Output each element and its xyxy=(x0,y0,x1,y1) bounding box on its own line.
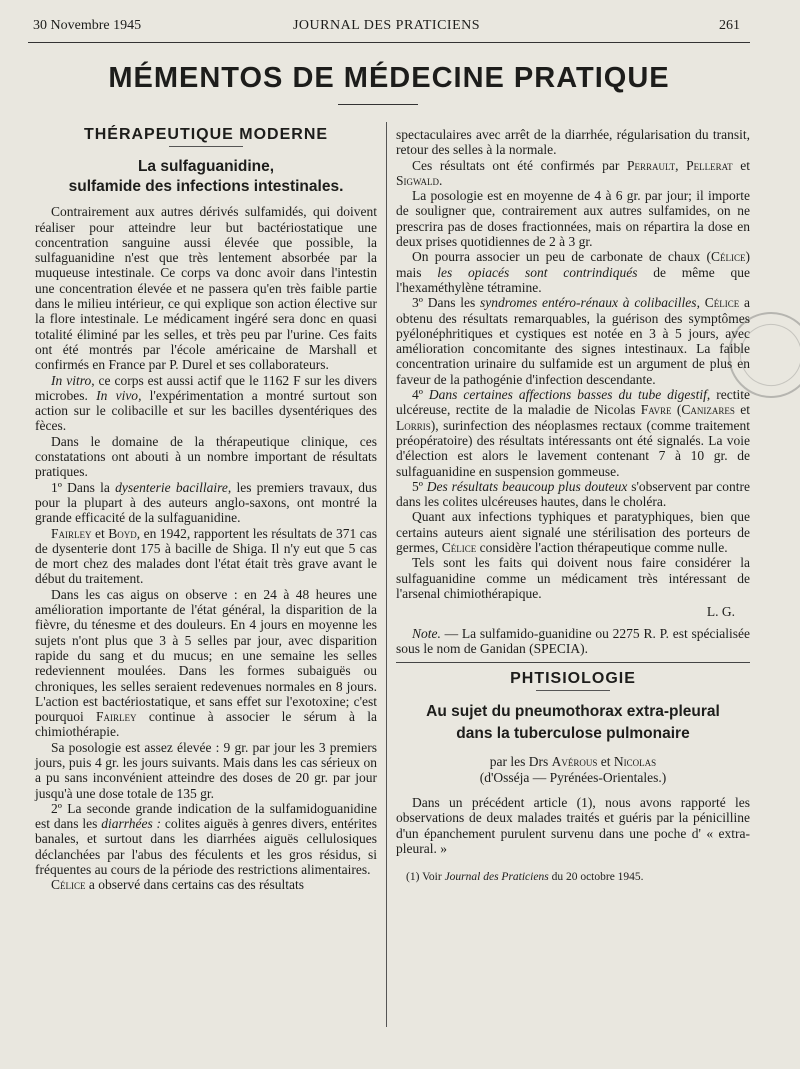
author-name: Lorris xyxy=(396,417,431,433)
paragraph-text: continue à associer le sérum à la chimiothérapie. xyxy=(35,709,377,740)
paragraph-text: s'observent par contre dans les colites ulcéreuses hautes, dans le choléra. xyxy=(396,478,751,510)
paragraph-text: de même que l'hexaméthylène tétramine. xyxy=(396,264,750,295)
byline xyxy=(396,754,750,769)
italic-text: diarrhées : xyxy=(101,816,162,832)
section-rule xyxy=(536,690,610,691)
paragraph-text: , rectite ulcéreuse, rectite de la maladie de Nicolas xyxy=(396,387,750,418)
paragraph-text: a observé dans certains cas des résultats xyxy=(85,877,305,893)
paragraph-text: Quant aux infections typhiques et paratyphiques, bien que certains auteurs aient signalé une stérilisation des porteurs de germes, xyxy=(396,509,750,556)
author-name: Boyd xyxy=(108,525,137,541)
note-text: — La sulfamido-guanidine ou 2275 R. P. est spécialisée sous le nom de Ganidan (SPECIA). xyxy=(396,625,750,656)
byline-text: par les Drs xyxy=(489,754,552,770)
author-name: Sigwald xyxy=(396,172,439,188)
italic-text: syndromes entéro-rénaux à colibacilles xyxy=(480,295,697,311)
italic-text: In vitro xyxy=(51,372,92,388)
article-title-line-2: sulfamide des infections intestinales. xyxy=(68,178,344,196)
article-title-2-line-1: Au sujet du pneumothorax extra-pleural xyxy=(426,703,720,721)
header-page-number: 261 xyxy=(719,18,740,33)
paragraph xyxy=(35,373,377,434)
paragraph-text: considère l'action thérapeutique comme nulle. xyxy=(476,540,728,556)
paragraph xyxy=(396,387,750,479)
running-header xyxy=(33,18,740,40)
paragraph: Tels sont les faits qui doivent nous faire considérer la sulfaguanidine comme un médicament très intéressant de l'arsenal chimiothérapique. xyxy=(396,555,750,601)
paragraph xyxy=(35,877,377,892)
paragraph-text: 2º La seconde grande indication de la sulfamidoguanidine est dans les xyxy=(35,800,377,832)
footnote-text: (1) Voir xyxy=(406,871,445,884)
paragraph-text: 1º Dans la xyxy=(51,479,116,495)
paragraph-text: 3º Dans les xyxy=(412,295,481,311)
author-name: Célice xyxy=(51,877,86,893)
paragraph-text: . xyxy=(439,172,443,188)
paragraph-text: ), surinfection des néoplasmes rectaux (comme traitement préopératoire) des résultats intéressants ont été signalés. La voie d'élection est alors le lavement contenant 7 à 10 gr. de sulfaguanidine en suspension gommeuse. xyxy=(396,417,750,479)
spacer xyxy=(396,785,750,795)
page-title: MÉMENTOS DE MÉDECINE PRATIQUE xyxy=(108,62,670,94)
section-heading-phtisiologie: PHTISIOLOGIE xyxy=(510,670,636,688)
paragraph-text: Dans les cas aigus on observe : en 24 à 48 heures une amélioration importante de l'état général, la disparition de la fièvre, du ténesme et des douleurs. En 4 jours en moyenne les sujets n'ont plus que 3 à 5 selles par jour, avec disparition rapide du sang et du mucus; en une semaine les selles redeviennent moulées. Dans les formes subaiguës ou chroniques, les selles seraient redevenues normales en 8 jours. L'action est bactériostatique, et sans effet sur l'exotoxine; c'est pourquoi xyxy=(35,586,377,725)
paragraph xyxy=(396,509,750,555)
article-title-2 xyxy=(396,701,750,745)
paragraph: Contrairement aux autres dérivés sulfamidés, qui doivent réaliser pour atteindre leur but bactériostatique une concentration sanguine aussi élevée que possible, la sulfaguanidine n'est que très lentement absorbée par la muqueuse intestinale. Ce corps va donc avoir dans l'intestin une concentration élevée et ne passera qu'en très faible partie dans le milieu intérieur, ce qui explique son action élective sur la flore intestinale. Le médicament ingéré sera donc en quasi totalité éliminé par les selles, et très peu par l'urine. Ces faits ont été montrés par l'école américaine de Marshall et confirmés en France par P. Durel et ses collaborateurs. xyxy=(35,204,377,373)
paragraph xyxy=(35,801,377,877)
header-rule xyxy=(28,42,750,43)
byline-text: et xyxy=(597,754,614,770)
paragraph-text: 4º xyxy=(412,387,429,403)
author-name: Avérous xyxy=(551,754,598,770)
paragraph xyxy=(35,480,377,526)
article-separator xyxy=(396,662,750,663)
paragraph: Sa posologie est assez élevée : 9 gr. par jour les 3 premiers jours, puis 4 gr. les jours suivants. Mais dans les cas sérieux on a pu sans inconvénient atteindre des doses de 20 gr. par jour jusqu'à une dose totale de 135 gr. xyxy=(35,739,377,801)
italic-text: Des résultats beaucoup plus douteux xyxy=(426,478,628,494)
byline-location: (d'Osséja — Pyrénées-Orientales.) xyxy=(479,769,667,785)
header-date: 30 Novembre 1945 xyxy=(33,18,142,33)
author-name: Fairley xyxy=(96,709,137,725)
title-rule xyxy=(338,104,418,105)
article-title-line-1: La sulfaguanidine, xyxy=(137,158,275,176)
header-journal-name: JOURNAL DES PRATICIENS xyxy=(292,18,481,33)
paragraph xyxy=(396,158,750,189)
paragraph: Dans un précédent article (1), nous avons rapporté les observations de deux malades traités et guéris par la pénicilline d'un épanchement purulent survenu dans une poche d' « extra-pleural. » xyxy=(396,794,750,856)
italic-text: In vivo xyxy=(96,387,139,403)
author-name: Fairley xyxy=(51,525,92,541)
column-divider xyxy=(386,122,387,1027)
author-name: Favre xyxy=(640,402,672,418)
author-name: Nicolas xyxy=(613,754,657,770)
paragraph-text: colites aiguës à genres divers, entérites banales, et surtout dans les diarrhées aiguës cellulosiques déclanchées par l'abus des féculents et les gros résidus, si fréquentes au cours de la période des restrictions alimentaires. xyxy=(35,816,377,878)
paragraph-text: On pourra associer un peu de carbonate de chaux ( xyxy=(412,249,711,265)
paragraph-text: , les premiers travaux, dus pour la plupart à des auteurs anglo-saxons, ont montré la grande efficacité de la sulfaguanidine. xyxy=(35,479,377,526)
paragraph-text: ) mais xyxy=(396,249,750,280)
paragraph xyxy=(396,479,750,510)
paragraph: Dans le domaine de la thérapeutique clinique, ces constatations ont abouti à un nombre important de résultats pratiques. xyxy=(35,433,377,480)
author-name: Célice xyxy=(711,249,746,265)
footnote xyxy=(396,870,750,885)
author-name: Célice xyxy=(441,540,477,556)
note-label: Note. xyxy=(412,625,441,641)
author-name: Canizares xyxy=(681,402,735,418)
signature: L. G. xyxy=(706,604,735,620)
library-stamp-inner-ring xyxy=(729,313,800,398)
section-heading-therapeutique: THÉRAPEUTIQUE MODERNE xyxy=(83,126,329,143)
paragraph-text: , l'expérimentation a montré surtout son action sur le colibacille et sur les bacilles dysentériques des fèces. xyxy=(35,387,377,434)
paragraph xyxy=(35,587,377,740)
italic-text: dysenterie bacillaire xyxy=(115,479,228,495)
paragraph xyxy=(396,295,750,387)
paragraph: spectaculaires avec arrêt de la diarrhée, régularisation du transit, retour des selles à la normale. xyxy=(396,127,750,158)
paragraph xyxy=(396,249,750,295)
author-name: Pellerat xyxy=(686,157,733,173)
italic-text: Dans certaines affections basses du tube digestif xyxy=(428,387,707,403)
paragraph-text: , ce corps est aussi actif que le 1162 F sur les divers microbes. xyxy=(35,372,377,403)
left-column xyxy=(35,127,377,893)
article-title xyxy=(35,157,377,197)
right-column xyxy=(396,127,750,885)
paragraph-text: , en 1942, rapportent les résultats de 371 cas de dysenterie dont 175 à bacille de Shiga. Il n'y eut que 5 cas de mort chez des malades dont l'état était très grave avant le début du traitement. xyxy=(35,525,377,587)
paragraph-text: , xyxy=(675,157,687,173)
paragraph-text: Ces résultats ont été confirmés par xyxy=(412,157,627,173)
author-name: Perrault xyxy=(626,157,676,173)
paragraph-text: et xyxy=(734,402,750,418)
paragraph xyxy=(35,526,377,587)
paragraph: La posologie est en moyenne de 4 à 6 gr. par jour; il importe de souligner que, contrairement aux autres sulfamides, on ne prescrira pas de doses fractionnées, mais on répartira la dose en deux prises quotidiennes de 2 à 3 gr. xyxy=(396,188,750,250)
paragraph-text: a obtenu des résultats remarquables, la guérison des symptômes pyélonéphritiques et cystiques est notée en 3 à 5 jours, avec amélioration concomitante des signes intestinaux. La faible concentration urinaire du sulfamide est un argument de plus en faveur de la pathogénie d'infection descendante. xyxy=(396,295,750,387)
paragraph-text: 5º xyxy=(412,478,427,494)
note xyxy=(396,626,750,657)
author-name: Célice xyxy=(704,295,740,311)
paragraph-text: ( xyxy=(671,402,682,418)
paragraph-text: , xyxy=(696,295,705,311)
paragraph-text: et xyxy=(732,157,750,173)
footnote-text: du 20 octobre 1945. xyxy=(548,871,644,884)
paragraph-text: et xyxy=(91,525,109,541)
italic-text: les opiacés sont contrindiqués xyxy=(437,264,638,280)
section-rule xyxy=(169,146,243,147)
article-title-2-line-2: dans la tuberculose pulmonaire xyxy=(456,725,690,743)
italic-text: Journal des Praticiens xyxy=(444,871,549,884)
